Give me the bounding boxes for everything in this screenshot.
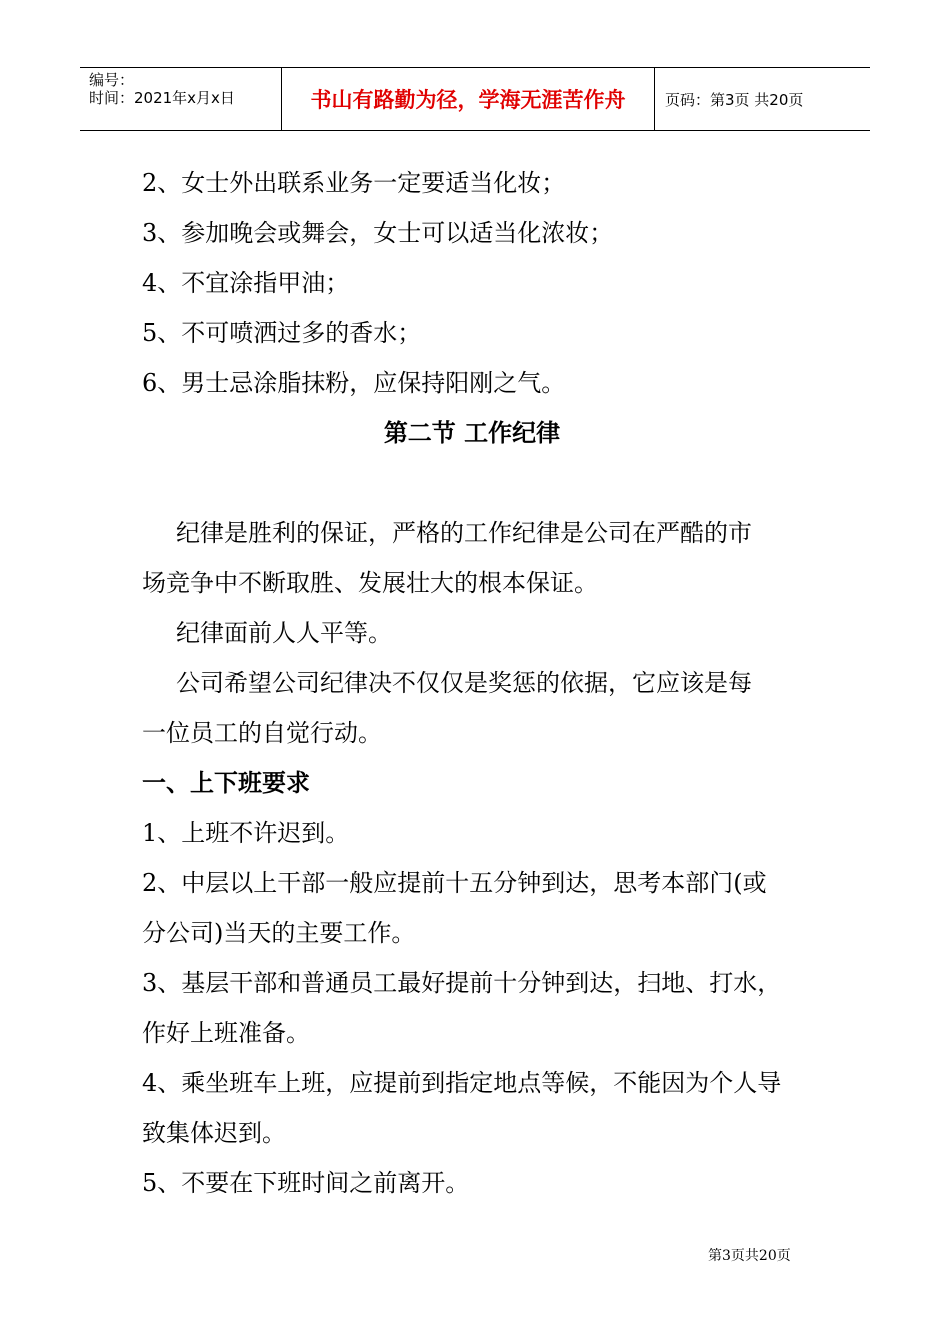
list-item: 3、参加晚会或舞会，女士可以适当化浓妆； [142, 219, 614, 247]
list-item-continuation: 分公司)当天的主要工作。 [142, 919, 416, 947]
subheading: 一、上下班要求 [142, 769, 310, 797]
list-item-continuation: 作好上班准备。 [142, 1019, 310, 1047]
list-item: 3、基层干部和普通员工最好提前十分钟到达，扫地、打水， [142, 969, 782, 997]
list-item: 1、上班不许迟到。 [142, 819, 350, 847]
list-item: 2、中层以上干部一般应提前十五分钟到达，思考本部门(或 [142, 869, 767, 897]
list-item: 6、男士忌涂脂抹粉，应保持阳刚之气。 [142, 369, 566, 397]
header-motto: 书山有路勤为径，学海无涯苦作舟 [282, 68, 655, 130]
paragraph-line: 一位员工的自觉行动。 [142, 719, 382, 747]
paragraph-line: 纪律是胜利的保证，严格的工作纪律是公司在严酷的市 [176, 519, 752, 547]
section-title: 第二节 工作纪律 [383, 419, 561, 447]
list-item-continuation: 致集体迟到。 [142, 1119, 286, 1147]
list-item: 5、不可喷洒过多的香水； [142, 319, 422, 347]
list-item: 4、不宜涂指甲油； [142, 269, 350, 297]
document-time-label: 时间：2021年x月x日 [89, 89, 235, 107]
list-item: 2、女士外出联系业务一定要适当化妆； [142, 169, 566, 197]
paragraph-line: 纪律面前人人平等。 [176, 619, 392, 647]
spacer [142, 458, 802, 508]
page-footer: 第3页共20页 [708, 1248, 791, 1264]
document-body [142, 158, 802, 1208]
list-item: 5、不要在下班时间之前离开。 [142, 1169, 470, 1197]
paragraph-line: 公司希望公司纪律决不仅仅是奖惩的依据，它应该是每 [176, 669, 752, 697]
paragraph-line: 场竞争中不断取胜、发展壮大的根本保证。 [142, 569, 598, 597]
list-item: 4、乘坐班车上班，应提前到指定地点等候，不能因为个人导 [142, 1069, 782, 1097]
header-meta [80, 68, 282, 130]
document-number-label: 编号： [89, 71, 135, 89]
header-page-info: 页码：第3页 共20页 [665, 90, 804, 109]
page-header [80, 67, 870, 131]
